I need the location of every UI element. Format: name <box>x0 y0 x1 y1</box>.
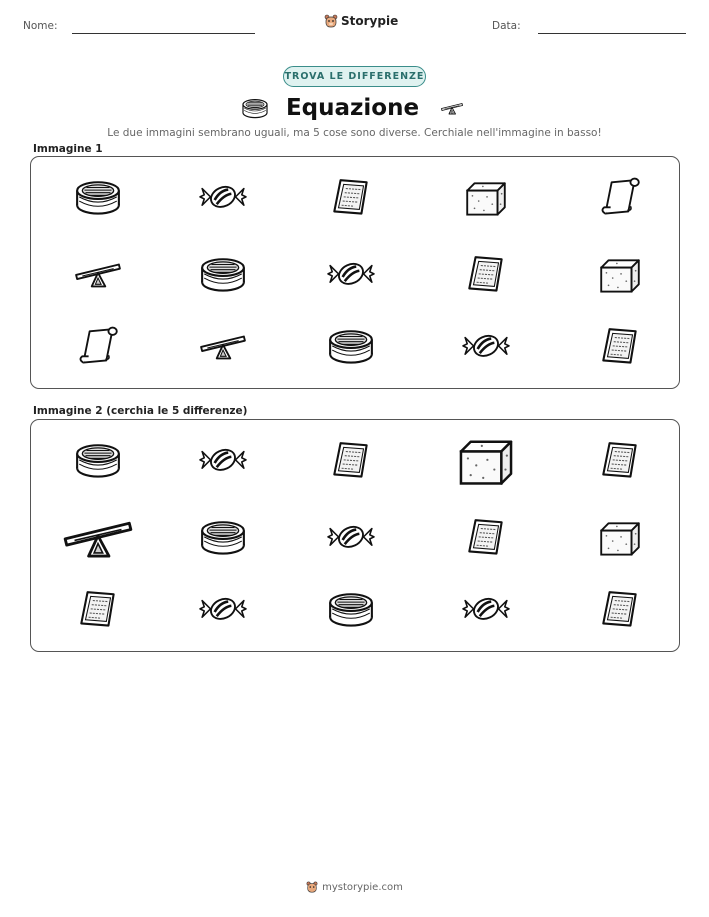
sponge-icon <box>596 250 644 298</box>
notepad-icon[interactable] <box>596 585 644 633</box>
footer-url[interactable]: mystorypie.com <box>322 881 403 893</box>
sieve-icon <box>199 250 247 298</box>
activity-badge: TROVA LE DIFFERENZE <box>283 66 426 87</box>
candy-icon <box>462 322 510 370</box>
storypie-mascot-icon <box>306 880 318 894</box>
seesaw-icon <box>74 250 122 298</box>
candy-icon <box>199 173 247 221</box>
notepad-icon <box>462 250 510 298</box>
sponge-icon <box>462 173 510 221</box>
image2-panel[interactable] <box>30 419 680 652</box>
title-sieve-icon <box>240 96 270 120</box>
notepad-icon[interactable] <box>74 585 122 633</box>
seesaw-icon[interactable] <box>62 501 134 573</box>
storypie-logo <box>324 13 398 29</box>
brand-name: Storypie <box>341 14 399 28</box>
storypie-mascot-icon <box>324 13 338 29</box>
notepad-icon[interactable] <box>596 436 644 484</box>
notepad-icon[interactable] <box>327 436 375 484</box>
scroll-icon <box>74 322 122 370</box>
candy-icon[interactable] <box>327 513 375 561</box>
candy-icon[interactable] <box>199 436 247 484</box>
date-label: Data: <box>492 20 521 32</box>
footer <box>0 880 709 894</box>
section2-label: Immagine 2 (cerchia le 5 differenze) <box>33 405 248 417</box>
candy-icon <box>327 250 375 298</box>
scroll-icon <box>596 173 644 221</box>
candy-icon[interactable] <box>462 585 510 633</box>
sieve-icon[interactable] <box>74 436 122 484</box>
notepad-icon <box>327 173 375 221</box>
image1-panel <box>30 156 680 389</box>
candy-icon[interactable] <box>199 585 247 633</box>
notepad-icon[interactable] <box>462 513 510 561</box>
section1-label: Immagine 1 <box>33 143 103 155</box>
title-seesaw-icon <box>435 98 469 118</box>
title-row <box>0 92 709 124</box>
seesaw-icon <box>199 322 247 370</box>
date-line[interactable] <box>538 33 686 34</box>
sieve-icon[interactable] <box>327 585 375 633</box>
page-title: Equazione <box>285 95 420 121</box>
sieve-icon <box>74 173 122 221</box>
sponge-icon[interactable] <box>454 428 518 492</box>
name-label: Nome: <box>23 20 58 32</box>
instructions: Le due immagini sembrano uguali, ma 5 cose sono diverse. Cerchiale nell'immagine in basso! <box>107 127 602 139</box>
name-line[interactable] <box>72 33 255 34</box>
sponge-icon[interactable] <box>596 513 644 561</box>
sieve-icon[interactable] <box>199 513 247 561</box>
sieve-icon <box>327 322 375 370</box>
notepad-icon <box>596 322 644 370</box>
